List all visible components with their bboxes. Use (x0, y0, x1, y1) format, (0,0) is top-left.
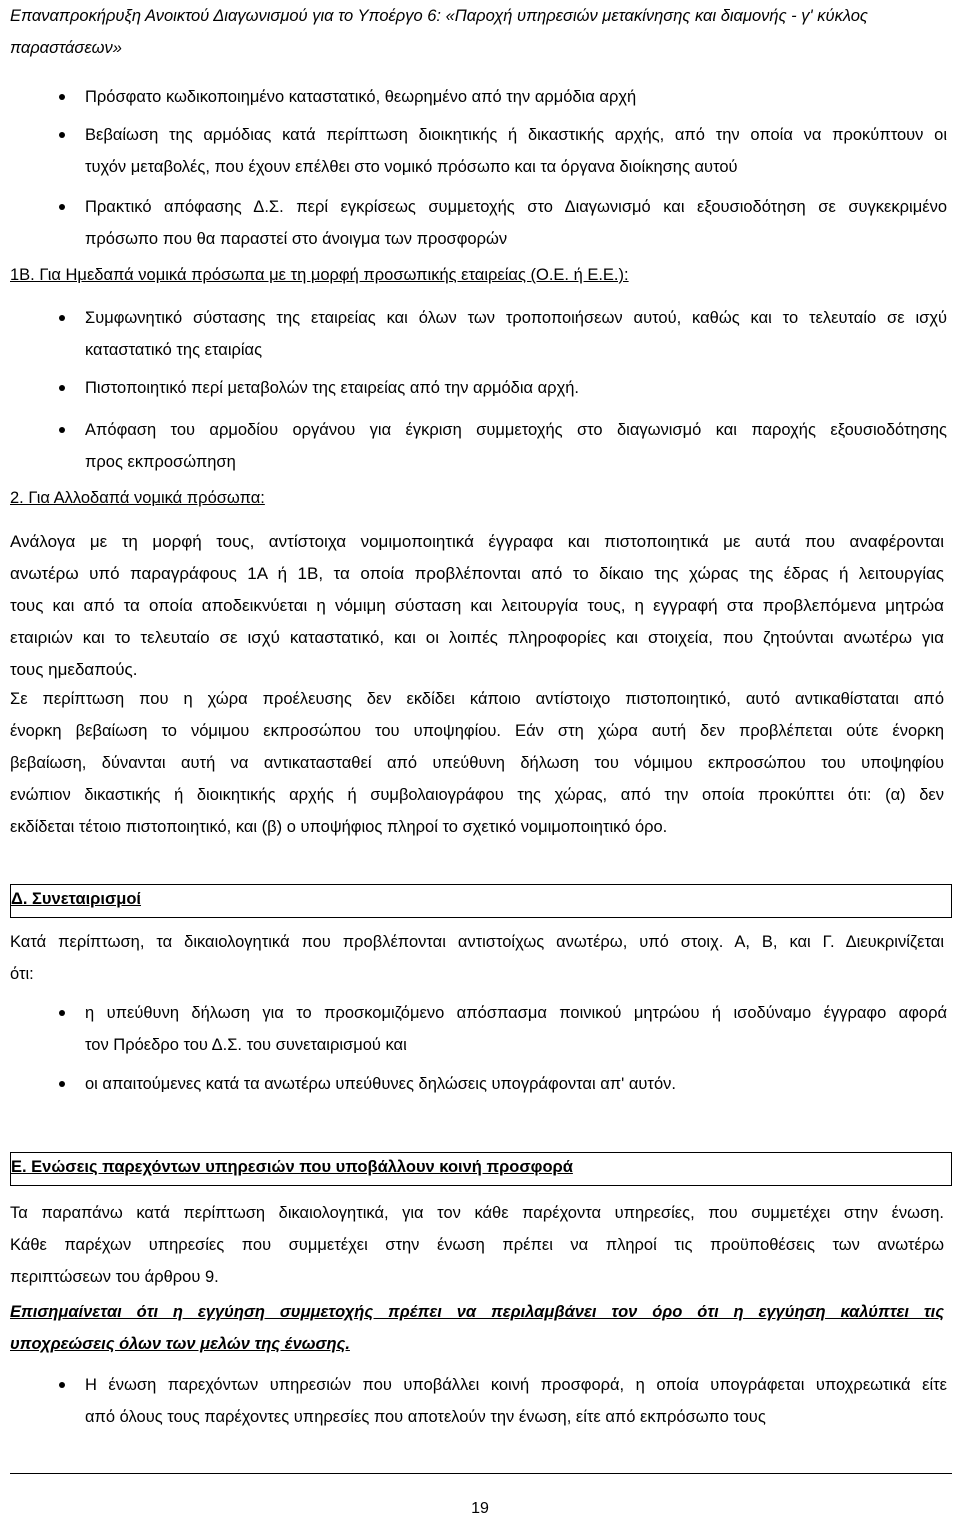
list-item: η υπεύθυνη δήλωση για το προσκομιζόμενο απόσπασμα ποινικού μητρώου ή ισοδύναμο έγγραφο αφορά τον Πρόεδρο του Δ.Σ. του συνεταιρισμού και (85, 1004, 947, 1054)
paragraph-foreign-entities: Ανάλογα με τη μορφή τους, αντίστοιχα νομιμοποιητικά έγγραφα και πιστοποιητικά με αυτά που αναφέρονται ανωτέρω υπό παραγράφους 1Α ή 1Β, τα οποία προβλέπονται από το δίκαιο της χώρας της έδρας ή λειτουργίας τους και από τα οποία αποδεικνύεται η νόμιμη σύσταση και λειτουργία τους, η εγγραφή στα προβλεπόμενα μητρώα εταιριών και το τελευταίο σε ισχύ καταστατικό, και οι λοιπές πληροφορίες και στοιχεία, που ζητούνται ανωτέρω για τους ημεδαπούς. (10, 532, 944, 679)
list-item: Συμφωνητικό σύστασης της εταιρείας και όλων των τροποποιήσεων αυτού, καθώς και το τελευταίο σε ισχύ καταστατικό της εταιρίας (85, 309, 947, 359)
bullet-icon (56, 129, 68, 141)
list-item: Πρόσφατο κωδικοποιημένο καταστατικό, θεωρημένο από την αρμόδια αρχή (85, 88, 637, 106)
section-e-paragraph: Τα παραπάνω κατά περίπτωση δικαιολογητικά, για τον κάθε παρέχοντα υπηρεσίες, που συμμετέχει στην ένωση. Κάθε παρέχων υπηρεσίες που συμμετέχει στην ένωση πρέπει να πληροί τις προϋποθέσεις των ανωτέρω περιπτώσεων του άρθρου 9. (10, 1204, 944, 1286)
list-item: Απόφαση του αρμοδίου οργάνου για έγκριση συμμετοχής στο διαγωνισμό και παροχής εξουσιοδότησης προς εκπροσώπηση (85, 421, 947, 471)
page-header (10, 0, 952, 64)
bullet-icon (56, 1007, 68, 1019)
bullet-icon (56, 91, 68, 103)
section-d-heading-box (10, 884, 952, 918)
bullet-icon (56, 201, 68, 213)
section-e-emphasis: Επισημαίνεται ότι η εγγύηση συμμετοχής πρέπει να περιλαμβάνει τον όρο ότι η εγγύηση καλύπτει τις υποχρεώσεις όλων των μελών της ένωσης. (10, 1303, 944, 1353)
section-d-intro: Κατά περίπτωση, τα δικαιολογητικά που προβλέπονται αντιστοίχως ανωτέρω, υπό στοιχ. Α, Β, και Γ. Διευκρινίζεται ότι: (10, 933, 944, 983)
paragraph-no-certificate: Σε περίπτωση που η χώρα προέλευσης δεν εκδίδει κάποιο αντίστοιχο πιστοποιητικό, αυτό αντικαθίσταται από ένορκη βεβαίωση το νόμιμου εκπροσώπου του υποψηφίου. Εάν στη χώρα αυτή δεν προβλέπεται ούτε ένορκη βεβαίωση, δύνανται αυτή να αντικατασταθεί από υπεύθυνη δήλωση του νόμιμου εκπροσώπου του υποψηφίου ενώπιον δικαστικής ή διοικητικής αρχής ή συμβολαιογράφου της χώρας, από την οποία προκύπτει ότι: (α) δεν εκδίδεται τέτοιο πιστοποιητικό, και (β) ο υποψήφιος πληροί το σχετικό νομιμοποιητικό όρο. (10, 690, 944, 836)
footer-divider (10, 1473, 952, 1474)
list-item: Πρακτικό απόφασης Δ.Σ. περί εγκρίσεως συμμετοχής στο Διαγωνισμό και εξουσιοδότηση σε συγκεκριμένο πρόσωπο που θα παραστεί στο άνοιγμα των προσφορών (85, 198, 947, 248)
bullet-icon (56, 424, 68, 436)
list-item: Πιστοποιητικό περί μεταβολών της εταιρείας από την αρμόδια αρχή. (85, 379, 579, 397)
list-item: Η ένωση παρεχόντων υπηρεσιών που υποβάλλει κοινή προσφορά, η οποία υπογράφεται υποχρεωτικά είτε από όλους τους παρέχοντες υπηρεσίες που αποτελούν την ένωση, είτε από εκπρόσωπο τους (85, 1376, 947, 1426)
bullet-icon (56, 1379, 68, 1391)
section-e-heading-box (10, 1152, 952, 1186)
header-line-1: Επαναπροκήρυξη Ανοικτού Διαγωνισμού για το Υποέργο 6: «Παροχή υπηρεσιών μετακίνησης και διαμονής - γ' κύκλος (10, 7, 868, 25)
list-item: Βεβαίωση της αρμόδιας κατά περίπτωση διοικητικής ή δικαστικής αρχής, από την οποία να προκύπτουν οι τυχόν μεταβολές, που έχουν επέλθει στο νομικό πρόσωπο και τα όργανα διοίκησης αυτού (85, 126, 947, 176)
bullet-icon (56, 382, 68, 394)
subheading-2: 2. Για Αλλοδαπά νομικά πρόσωπα: (10, 489, 265, 507)
bullet-icon (56, 1078, 68, 1090)
list-item: οι απαιτούμενες κατά τα ανωτέρω υπεύθυνες δηλώσεις υπογράφονται απ' αυτόν. (85, 1075, 676, 1093)
section-d-title: Δ. Συνεταιρισμοί (11, 890, 142, 908)
subheading-1b: 1Β. Για Ημεδαπά νομικά πρόσωπα με τη μορφή προσωπικής εταιρείας (Ο.Ε. ή Ε.Ε.): (10, 266, 629, 284)
bullet-icon (56, 312, 68, 324)
header-line-2: παραστάσεων» (10, 39, 122, 57)
section-e-title: Ε. Ενώσεις παρεχόντων υπηρεσιών που υποβάλλουν κοινή προσφορά (11, 1158, 573, 1176)
page-number: 19 (471, 1500, 489, 1517)
